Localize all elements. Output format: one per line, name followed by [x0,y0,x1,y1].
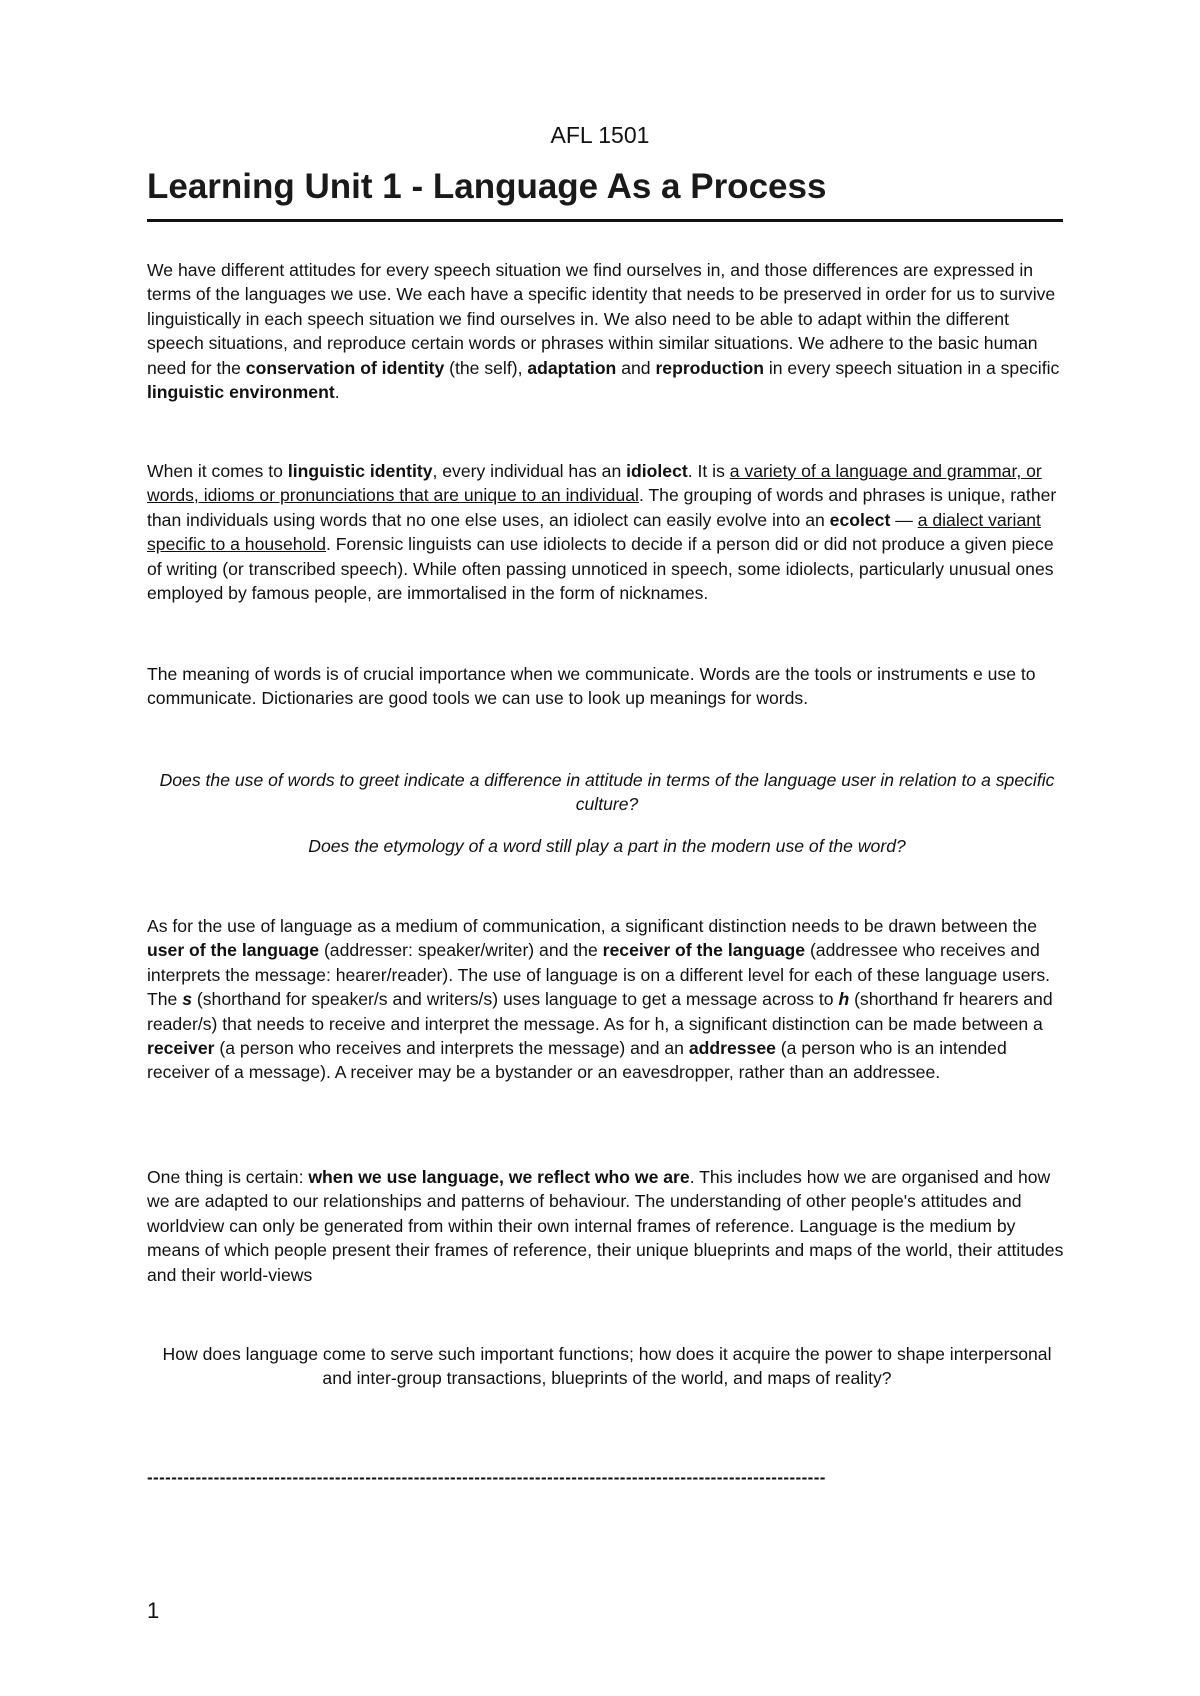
page-number: 1 [147,1598,160,1623]
paragraph-word-meaning: The meaning of words is of crucial importance when we communicate. Words are the tools or instruments e use to communicate. Dictionaries are good tools we can use to look up meanings for words. [147,664,1036,709]
question-etymology: Does the etymology of a word still play a part in the modern use of the word? [308,836,906,856]
question-greeting-attitude: Does the use of words to greet indicate a difference in attitude in terms of the language user in relation to a specific culture? [159,770,1055,815]
question-language-functions: How does language come to serve such important functions; how does it acquire the power to shape interpersonal and inter-group transactions, blueprints of the world, and maps of reality? [162,1344,1052,1389]
paragraph-communication-medium: As for the use of language as a medium of communication, a significant distinction needs to be drawn between the user of the language (addresser: speaker/writer) and the receiver of the language (addressee who receives and interprets the message: hearer/reader). The use of language is on a different level for each of these language users. The s (shorthand for speaker/s and writers/s) uses language to get a message across to h (shorthand fr hearers and reader/s) that needs to receive and interpret the message. As for h, a significant distinction can be made between a receiver (a person who receives and interprets the message) and an addressee (a person who is an intended receiver of a message). A receiver may be a bystander or an eavesdropper, rather than an addressee. [147,916,1053,1083]
section-separator: ---------------------------------------------------------------------------------------------------------------- [147,1468,826,1487]
page-title: Learning Unit 1 - Language As a Process [147,166,1063,222]
paragraph-reflect-who-we-are: One thing is certain: when we use language, we reflect who we are. This includes how we are organised and how we are adapted to our relationships and patterns of behaviour. The understanding of other people's attitudes and worldview can only be generated from within their own internal frames of reference. Language is the medium by means of which people present their frames of reference, their unique blueprints and maps of the world, their attitudes and their world-views [147,1167,1064,1285]
paragraph-idiolect: When it comes to linguistic identity, every individual has an idiolect. It is a variety of a language and grammar, or words, idioms or pronunciations that are unique to an individual. The grouping of words and phrases is unique, rather than individuals using words that no one else uses, an idiolect can easily evolve into an ecolect — a dialect variant specific to a household. Forensic linguists can use idiolects to decide if a person did or did not produce a given piece of writing (or transcribed speech). While often passing unnoticed in speech, some idiolects, particularly unusual ones employed by famous people, are immortalised in the form of nicknames. [147,461,1057,604]
paragraph-identity-needs: We have different attitudes for every speech situation we find ourselves in, and those differences are expressed in terms of the languages we use. We each have a specific identity that needs to be preserved in order for us to survive linguistically in each speech situation we find ourselves in. We also need to be able to adapt within the different speech situations, and reproduce certain words or phrases within similar situations. We adhere to the basic human need for the conservation of identity (the self), adaptation and reproduction in every speech situation in a specific linguistic environment. [147,260,1060,403]
course-code: AFL 1501 [550,122,650,148]
